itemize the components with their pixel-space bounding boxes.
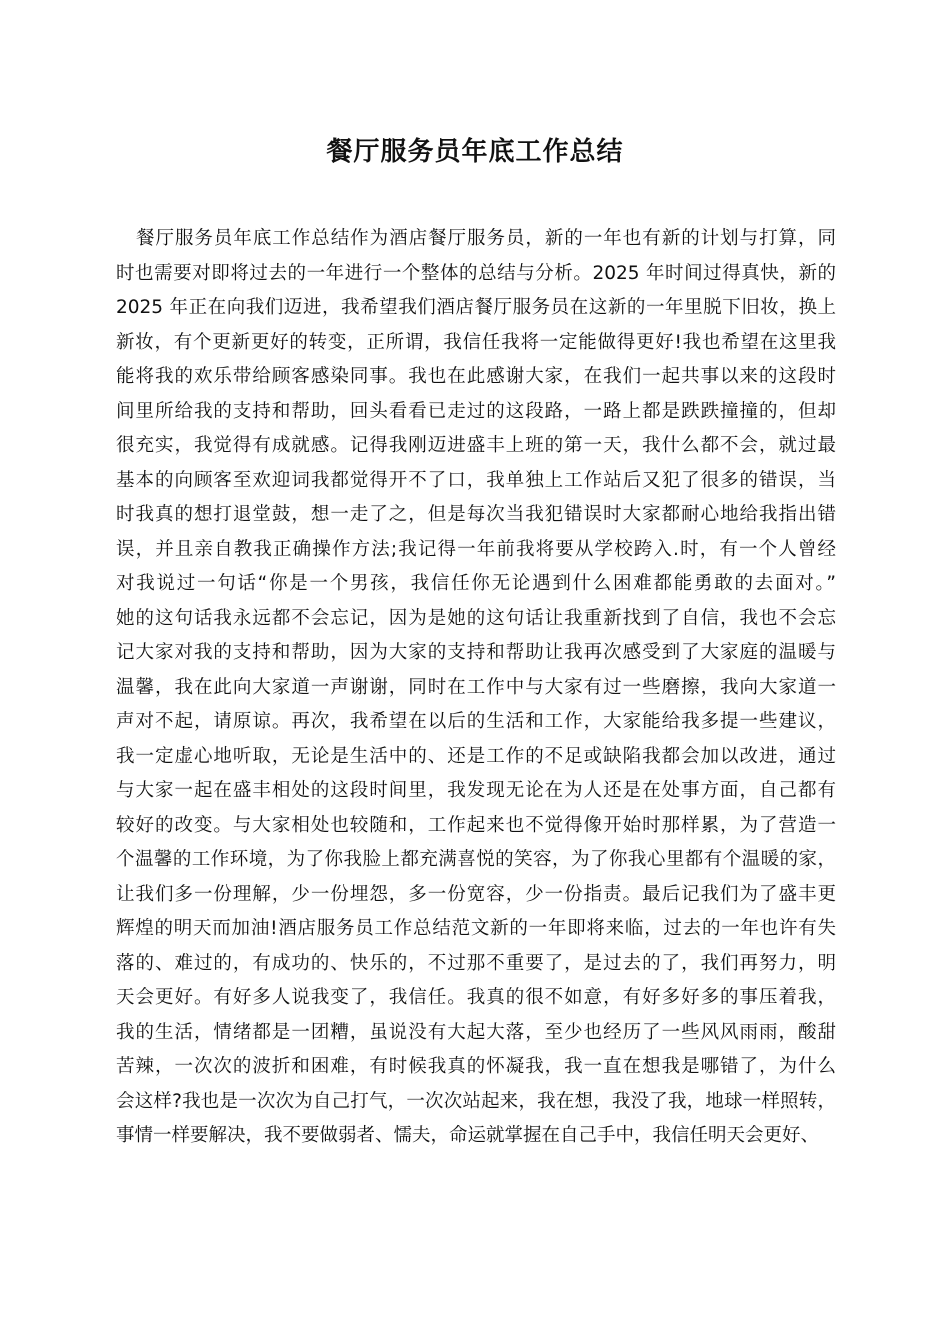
- body-line: 天会更好。有好多人说我变了，我信任。我真的很不如意，有好多好多的事压着我，: [116, 987, 836, 1008]
- body-line: 时我真的想打退堂鼓，想一走了之，但是每次当我犯错误时大家都耐心地给我指出错: [116, 504, 836, 525]
- body-line: 基本的向顾客至欢迎词我都觉得开不了口，我单独上工作站后又犯了很多的错误，当: [116, 469, 836, 491]
- body-line: 个温馨的工作环境，为了你我脸上都充满喜悦的笑容，为了你我心里都有个温暖的家，: [116, 849, 836, 870]
- body-line: 会这样?我也是一次次为自己打气，一次次站起来，我在想，我没了我，地球一样照转，: [116, 1090, 836, 1112]
- body-line: 时也需要对即将过去的一年进行一个整体的总结与分析。2025 年时间过得真快，新的: [116, 262, 836, 284]
- body-line: 较好的改变。与大家相处也较随和，工作起来也不觉得像开始时那样累，为了营造一: [116, 814, 836, 836]
- body-line: 对我说过一句话“你是一个男孩，我信任你无论遇到什么困难都能勇敢的去面对。”: [116, 573, 836, 594]
- body-line: 声对不起，请原谅。再次，我希望在以后的生活和工作，大家能给我多提一些建议，: [116, 711, 836, 732]
- body-line: 误，并且亲自教我正确操作方法;我记得一年前我将要从学校跨入.时，有一个人曾经: [116, 538, 836, 560]
- body-line: 餐厅服务员年底工作总结作为酒店餐厅服务员，新的一年也有新的计划与打算，同: [136, 228, 836, 249]
- document-title: 餐厅服务员年底工作总结: [326, 137, 624, 167]
- body-line: 落的、难过的，有成功的、快乐的，不过那不重要了，是过去的了，我们再努力，明: [116, 952, 836, 974]
- body-line: 让我们多一份理解，少一份埋怨，多一份宽容，少一份指责。最后记我们为了盛丰更: [116, 883, 836, 905]
- body-line: 与大家一起在盛丰相处的这段时间里，我发现无论在为人还是在处事方面，自己都有: [116, 780, 836, 801]
- body-line: 辉煌的明天而加油!酒店服务员工作总结范文新的一年即将来临，过去的一年也许有失: [116, 918, 836, 939]
- body-line: 间里所给我的支持和帮助，回头看看已走过的这段路，一路上都是跌跌撞撞的，但却: [116, 400, 836, 422]
- body-line: 2025 年正在向我们迈进，我希望我们酒店餐厅服务员在这新的一年里脱下旧妆，换上: [116, 297, 836, 318]
- body-line: 我的生活，情绪都是一团糟，虽说没有大起大落，至少也经历了一些风风雨雨，酸甜: [116, 1021, 836, 1043]
- body-line: 温馨，我在此向大家道一声谢谢，同时在工作中与大家有过一些磨擦，我向大家道一: [116, 676, 836, 698]
- body-line: 她的这句话我永远都不会忘记，因为是她的这句话让我重新找到了自信，我也不会忘: [116, 607, 836, 629]
- body-line: 事情一样要解决，我不要做弱者、懦夫，命运就掌握在自己手中，我信任明天会更好、: [116, 1125, 820, 1146]
- document-body: [116, 222, 836, 1154]
- body-line: 新妆，有个更新更好的转变，正所谓，我信任我将一定能做得更好!我也希望在这里我: [116, 331, 836, 353]
- body-line: 能将我的欢乐带给顾客感染同事。我也在此感谢大家，在我们一起共事以来的这段时: [116, 366, 836, 387]
- body-line: 我一定虚心地听取，无论是生活中的、还是工作的不足或缺陷我都会加以改进，通过: [116, 745, 836, 767]
- body-line: 苦辣，一次次的波折和困难，有时候我真的怀凝我，我一直在想我是哪错了，为什么: [116, 1056, 836, 1077]
- body-line: 很充实，我觉得有成就感。记得我刚迈进盛丰上班的第一天，我什么都不会，就过最: [116, 435, 836, 456]
- body-line: 记大家对我的支持和帮助，因为大家的支持和帮助让我再次感受到了大家庭的温暖与: [116, 642, 836, 663]
